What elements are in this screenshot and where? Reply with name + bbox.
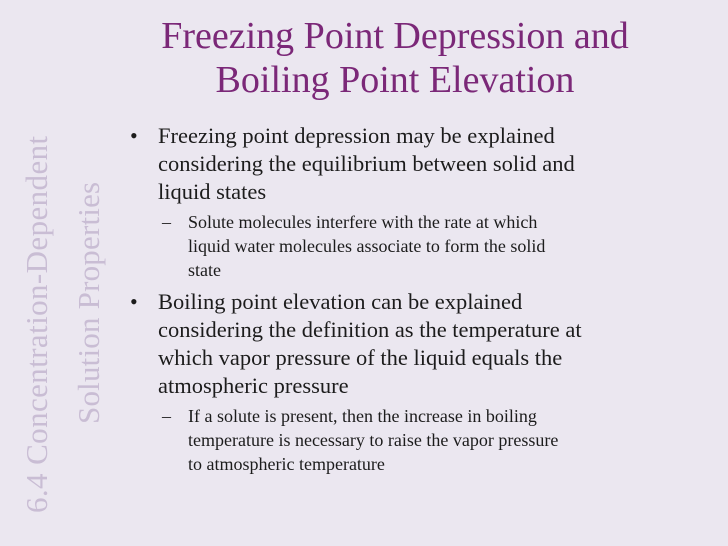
- slide-title-line-1: Freezing Point Depression and: [161, 15, 629, 57]
- slide-title-line-2: Boiling Point Elevation: [215, 59, 575, 101]
- sub-2-line-3: to atmospheric temperature: [188, 454, 385, 474]
- bullet-marker: •: [130, 123, 138, 148]
- bullet-1-line-3: liquid states: [158, 179, 267, 204]
- slide-title: [112, 14, 678, 102]
- bullet-2-line-3: which vapor pressure of the liquid equals the: [158, 345, 563, 370]
- bullet-marker: •: [130, 289, 138, 314]
- sub-bullet-solute-molecules: [126, 210, 716, 282]
- bullet-boiling-point: [126, 288, 716, 400]
- sub-1-line-2: liquid water molecules associate to form the solid: [188, 236, 546, 256]
- bullet-1-line-1: Freezing point depression may be explained: [158, 123, 555, 148]
- sub-1-line-1: Solute molecules interfere with the rate at which: [188, 212, 538, 232]
- sub-bullet-marker: –: [162, 406, 171, 426]
- sub-bullet-solute-present: [126, 404, 716, 476]
- sub-bullet-marker: –: [162, 212, 171, 232]
- side-title-line-2: Solution Properties: [71, 181, 106, 424]
- sub-1-line-3: state: [188, 260, 221, 280]
- sub-2-line-1: If a solute is present, then the increase in boiling: [188, 406, 537, 426]
- side-title-line-1: 6.4 Concentration-Dependent: [19, 135, 54, 513]
- bullet-1-line-2: considering the equilibrium between solid and: [158, 151, 575, 176]
- bullet-2-line-4: atmospheric pressure: [158, 373, 349, 398]
- sub-2-line-2: temperature is necessary to raise the vapor pressure: [188, 430, 559, 450]
- bullet-freezing-point: [126, 122, 716, 206]
- side-title: [0, 0, 120, 546]
- bullet-2-line-1: Boiling point elevation can be explained: [158, 289, 523, 314]
- bullet-2-line-2: considering the definition as the temperature at: [158, 317, 582, 342]
- slide-content: [126, 122, 716, 482]
